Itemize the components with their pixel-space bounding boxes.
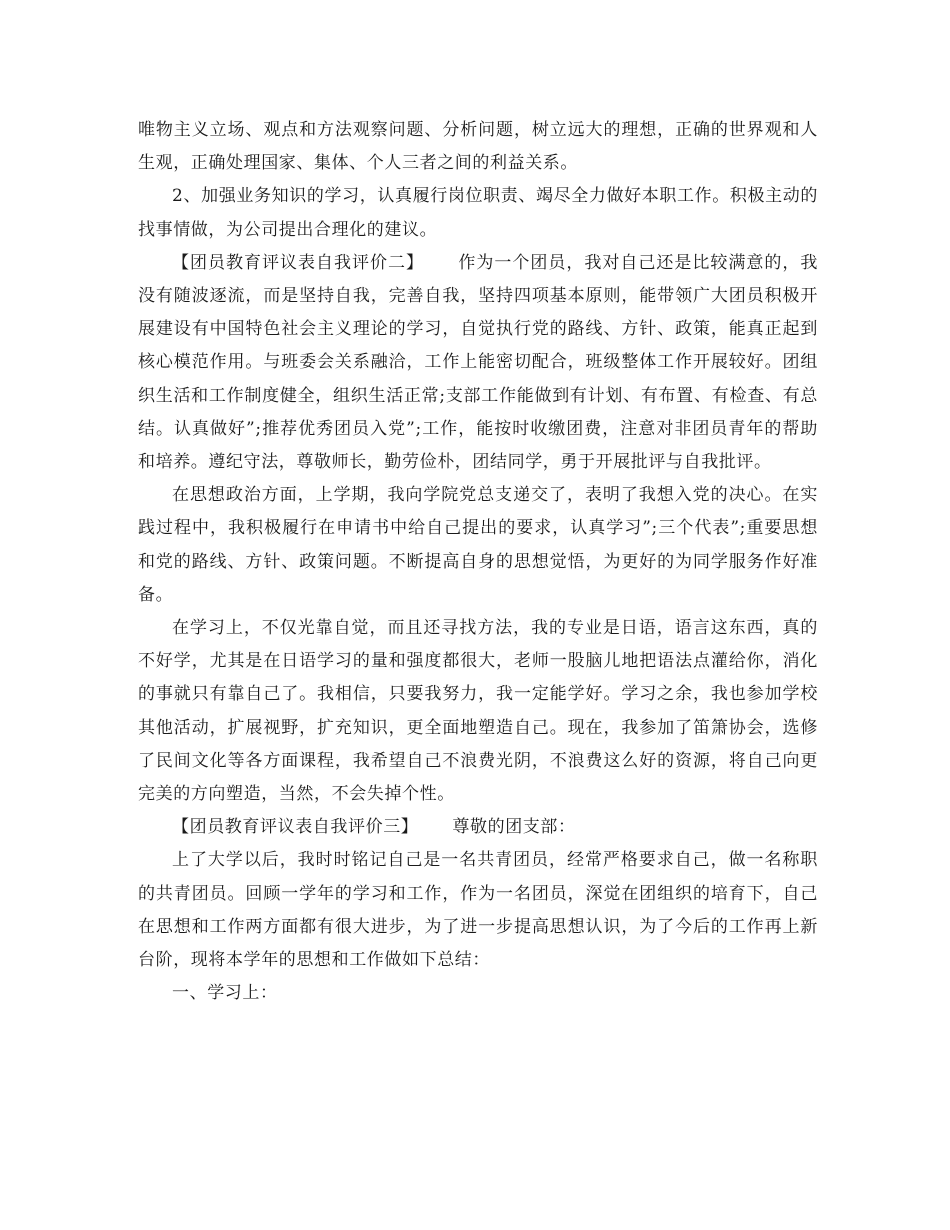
paragraph-body: 作为一个团员，我对自己还是比较满意的，我没有随波逐流，而是坚持自我，完善自我，坚持四项基本原则，能带领广大团员积极开展建设有中国特色社会主义理论的学习，自觉执行党的路线、方针、政策，能真正起到核心模范作用。与班委会关系融洽，工作上能密切配合，班级整体工作开展较好。团组织生活和工作制度健全，组织生活正常;支部工作能做到有计划、有布置、有检查、有总结。认真做好”;推荐优秀团员入党”;工作，能按时收缴团费，注意对非团员青年的帮助和培养。遵纪守法，尊敬师长，勤劳俭朴，团结同学，勇于开展批评与自我批评。 <box>138 252 818 473</box>
salutation: 尊敬的团支部： <box>452 817 576 838</box>
document-page <box>138 114 818 1010</box>
paragraph-study: 在学习上，不仅光靠自觉，而且还寻找方法，我的专业是日语，语言这东西，真的不好学，尤其是在日语学习的量和强度都很大，老师一股脑儿地把语法点灌给你，消化的事就只有靠自己了。我相信，只要我努力，我一定能学好。学习之余，我也参加学校其他活动，扩展视野，扩充知识，更全面地塑造自己。现在，我参加了笛箫协会，选修了民间文化等各方面课程，我希望自己不浪费光阴，不浪费这么好的资源，将自己向更完美的方向塑造，当然，不会失掉个性。 <box>138 618 818 805</box>
paragraph-continuation: 唯物主义立场、观点和方法观察问题、分析问题，树立远大的理想，正确的世界观和人生观，正确处理国家、集体、个人三者之间的利益关系。 <box>138 120 818 174</box>
paragraph-self-evaluation-2 <box>138 247 818 479</box>
section-heading-self-evaluation-2: 【团员教育评议表自我评价二】 <box>172 252 424 273</box>
section-heading-study: 一、学习上： <box>172 983 278 1004</box>
section-heading-self-evaluation-3: 【团员教育评议表自我评价三】 <box>172 817 419 838</box>
paragraph-item-2: 2、加强业务知识的学习，认真履行岗位职责、竭尽全力做好本职工作。积极主动的找事情做，为公司提出合理化的建议。 <box>138 186 818 240</box>
paragraph-self-evaluation-3 <box>138 811 818 844</box>
paragraph-political-thought: 在思想政治方面，上学期，我向学院党总支递交了，表明了我想入党的决心。在实践过程中，我积极履行在申请书中给自己提出的要求，认真学习”;三个代表”;重要思想和党的路线、方针、政策问题。不断提高自身的思想觉悟，为更好的为同学服务作好准备。 <box>138 485 818 605</box>
paragraph-university-summary: 上了大学以后，我时时铭记自己是一名共青团员，经常严格要求自己，做一名称职的共青团员。回顾一学年的学习和工作，作为一名团员，深觉在团组织的培育下，自己在思想和工作两方面都有很大进步，为了进一步提高思想认识，为了今后的工作再上新台阶，现将本学年的思想和工作做如下总结： <box>138 850 818 971</box>
